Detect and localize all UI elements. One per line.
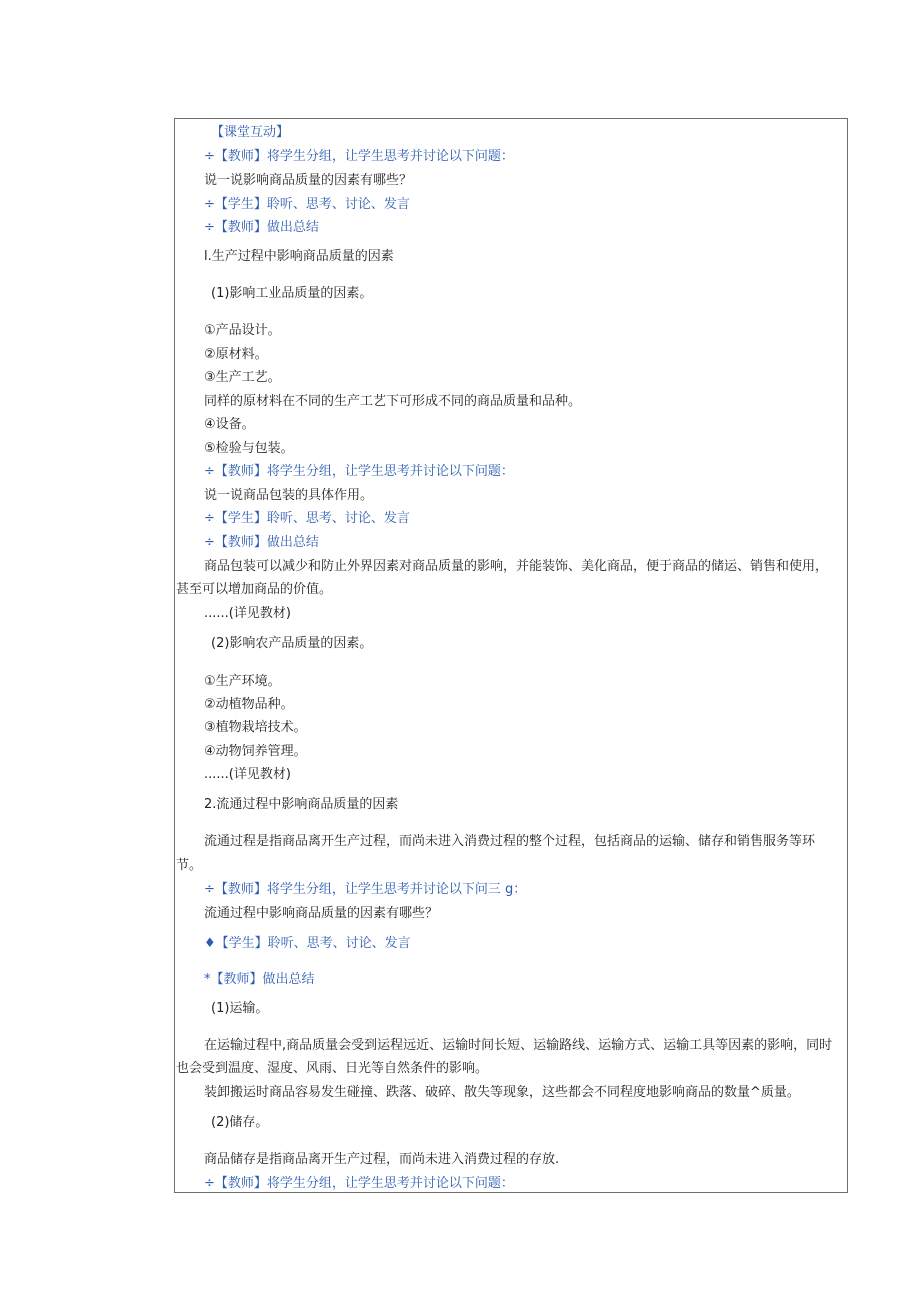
classroom-interaction-heading: 【课堂互动】 bbox=[211, 125, 290, 140]
list-item: ③植物栽培技术。 bbox=[204, 720, 307, 735]
lesson-table-cell bbox=[174, 118, 848, 1193]
teacher-instruction: ÷【教师】将学生分组，让学生思考并讨论以下问题： bbox=[204, 464, 514, 479]
subsection-heading: (2)影响农产品质量的因素。 bbox=[211, 636, 373, 651]
see-textbook-note: ......(详见教材) bbox=[204, 606, 291, 621]
teacher-instruction: ÷【教师】将学生分组，让学生思考并讨论以下问三 g： bbox=[204, 882, 527, 897]
body-paragraph: 也会受到温度、湿度、风雨、日光等自然条件的影响。 bbox=[176, 1061, 489, 1076]
subsection-heading: (1)运输。 bbox=[211, 1001, 269, 1016]
student-response: ÷【学生】聆听、思考、讨论、发言 bbox=[204, 511, 410, 526]
body-paragraph: 商品储存是指商品离开生产过程，而尚未进入消费过程的存放. bbox=[204, 1152, 560, 1167]
teacher-summary: *【教师】做出总结 bbox=[204, 972, 315, 987]
student-response: ♦【学生】聆听、思考、讨论、发言 bbox=[204, 936, 411, 951]
see-textbook-note: ......(详见教材) bbox=[204, 767, 291, 782]
question-text: 说一说影响商品质量的因素有哪些？ bbox=[204, 173, 413, 188]
question-text: 说一说商品包装的具体作用。 bbox=[204, 488, 374, 503]
teacher-summary: ÷【教师】做出总结 bbox=[204, 535, 319, 550]
section-heading: 2.流通过程中影响商品质量的因素 bbox=[204, 797, 399, 812]
list-item: ②原材料。 bbox=[204, 347, 268, 362]
body-paragraph: 甚至可以增加商品的价值。 bbox=[176, 582, 333, 597]
teacher-instruction: ÷【教师】将学生分组，让学生思考并讨论以下问题： bbox=[204, 1176, 514, 1191]
body-paragraph: 在运输过程中,商品质量会受到运程远近、运输时间长短、运输路线、运输方式、运输工具等因素的影响，同时 bbox=[204, 1038, 833, 1053]
body-paragraph: 同样的原材料在不同的生产工艺下可形成不同的商品质量和品种。 bbox=[204, 394, 582, 409]
list-item: ①产品设计。 bbox=[204, 323, 281, 338]
body-paragraph: 节。 bbox=[176, 858, 203, 873]
section-heading: l.生产过程中影响商品质量的因素 bbox=[204, 249, 394, 264]
list-item: ④动物饲养管理。 bbox=[204, 744, 307, 759]
list-item: ①生产环境。 bbox=[204, 674, 281, 689]
question-text: 流通过程中影响商品质量的因素有哪些？ bbox=[204, 906, 439, 921]
list-item: ④设备。 bbox=[204, 417, 255, 432]
body-paragraph: 商品包装可以减少和防止外界因素对商品质量的影响，并能装饰、美化商品，便于商品的储运、销售和使用， bbox=[204, 559, 829, 574]
student-response: ÷【学生】聆听、思考、讨论、发言 bbox=[204, 197, 410, 212]
body-paragraph: 流通过程是指商品离开生产过程，而尚未进入消费过程的整个过程，包括商品的运输、储存和销售服务等环 bbox=[204, 834, 816, 849]
list-item: ③生产工艺。 bbox=[204, 370, 281, 385]
body-paragraph: 装卸搬运时商品容易发生碰撞、跌落、破碎、散失等现象，这些都会不同程度地影响商品的数量^质量。 bbox=[204, 1085, 800, 1100]
subsection-heading: (2)储存。 bbox=[211, 1115, 269, 1130]
teacher-instruction: ÷【教师】将学生分组，让学生思考并讨论以下问题： bbox=[204, 149, 514, 164]
list-item: ⑤检验与包装。 bbox=[204, 441, 294, 456]
list-item: ②动植物品种。 bbox=[204, 697, 294, 712]
subsection-heading: (1)影响工业品质量的因素。 bbox=[211, 286, 373, 301]
teacher-summary: ÷【教师】做出总结 bbox=[204, 220, 319, 235]
